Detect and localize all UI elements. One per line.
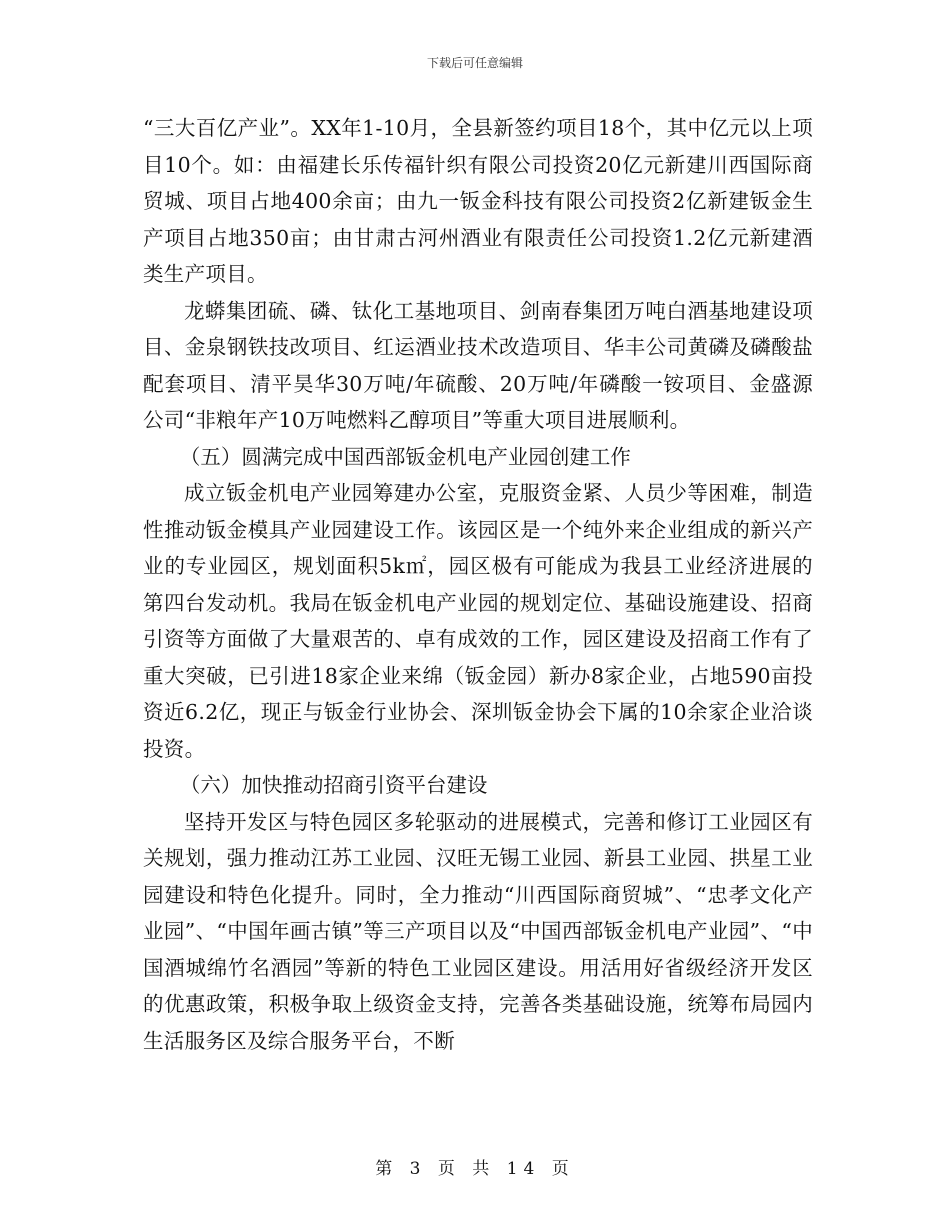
paragraph-platform-construction: 坚持开发区与特色园区多轮驱动的进展模式，完善和修订工业园区有关规划，强力推动江苏工业园、汉旺无锡工业园、新县工业园、拱星工业园建设和特色化提升。同时，全力推动“川西国际商贸城”、“忠孝文化产业园”、“中国年画古镇”等三产项目以及“中国西部钣金机电产业园”、“中国酒城绵竹名酒园”等新的特色工业园区建设。用活用好省级经济开发区的优惠政策，积极争取上级资金支持，完善各类基础设施，统筹布局园内生活服务区及综合服务平台，不断: [143, 809, 813, 1053]
paragraph-investment-projects: “三大百亿产业”。XX年1-10月，全县新签约项目18个，其中亿元以上项目10个。如：由福建长乐传福针织有限公司投资20亿元新建川西国际商贸城、项目占地400余亩；由九一钣金科技有限公司投资2亿新建钣金生产项目占地350亩；由甘肃古河州酒业有限责任公司投资1.2亿元新建酒类生产项目。: [143, 116, 813, 286]
paragraph-sheet-metal-park: 成立钣金机电产业园筹建办公室，克服资金紧、人员少等困难，制造性推动钣金模具产业园建设工作。该园区是一个纯外来企业组成的新兴产业的专业园区，规划面积5k㎡，园区极有可能成为我县工业经济进展的第四台发动机。我局在钣金机电产业园的规划定位、基础设施建设、招商引资等方面做了大量艰苦的、卓有成效的工作，园区建设及招商工作有了重大突破，已引进18家企业来绵（钣金园）新办8家企业，占地590亩投资近6.2亿，现正与钣金行业协会、深圳钣金协会下属的10余家企业洽谈投资。: [143, 481, 813, 761]
document-body: [143, 110, 813, 1059]
section-heading-six: （六）加快推动招商引资平台建设: [179, 773, 488, 797]
section-heading-five: （五）圆满完成中国西部钣金机电产业园创建工作: [179, 444, 631, 469]
paragraph-major-projects: 龙蟒集团硫、磷、钛化工基地项目、剑南春集团万吨白酒基地建设项目、金泉钢铁技改项目、红运酒业技术改造项目、华丰公司黄磷及磷酸盐配套项目、清平昊华30万吨/年硫酸、20万吨/年磷酸一铵项目、金盛源公司“非粮年产10万吨燃料乙醇项目”等重大项目进展顺利。: [143, 298, 813, 432]
page-footer: 第 3 页 共 14 页: [375, 1159, 575, 1179]
page-header: 下载后可任意编辑: [426, 56, 523, 70]
